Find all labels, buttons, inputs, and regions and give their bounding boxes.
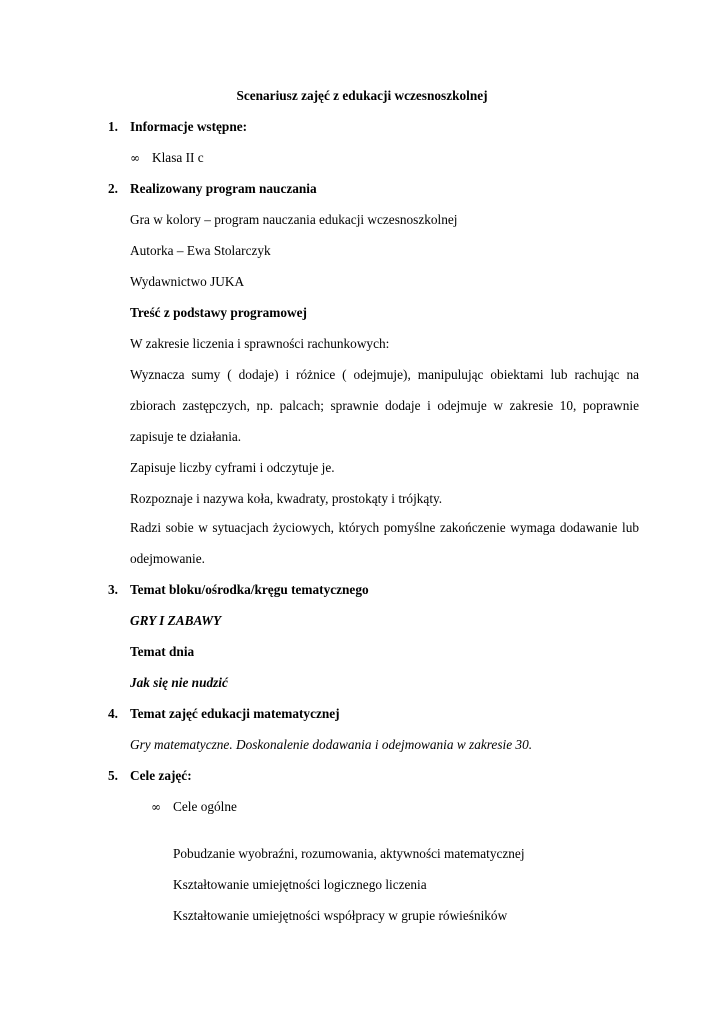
requirement-3: Rozpoznaje i nazywa koła, kwadraty, prostokąty i trójkąty. — [130, 491, 443, 506]
day-topic-heading: Temat dnia — [130, 644, 195, 659]
requirement-1-line-2: zbiorach zastępczych, np. palcach; sprawnie dodaje i odejmuje w zakresie 10, poprawnie — [130, 398, 639, 413]
requirement-2: Zapisuje liczby cyframi i odczytuje je. — [130, 460, 335, 475]
program-author: Autorka – Ewa Stolarczyk — [130, 243, 271, 258]
section-1-heading: Informacje wstępne: — [130, 119, 248, 134]
section-3-number: 3. — [108, 582, 118, 597]
curriculum-scope: W zakresie liczenia i sprawności rachunkowych: — [130, 336, 390, 351]
program-publisher: Wydawnictwo JUKA — [130, 274, 245, 289]
requirement-1-line-1: Wyznacza sumy ( dodaje) i różnice ( odejmuje), manipulując obiektami lub rachując na — [130, 367, 639, 382]
block-topic: GRY I ZABAWY — [130, 613, 222, 628]
program-name: Gra w kolory – program nauczania edukacji wczesnoszkolnej — [130, 212, 458, 227]
goal-item: Kształtowanie umiejętności współpracy w grupie rówieśników — [173, 908, 508, 923]
section-4-heading: Temat zajęć edukacji matematycznej — [130, 706, 340, 721]
section-2-heading: Realizowany program nauczania — [130, 181, 317, 196]
general-goals-label: Cele ogólne — [173, 799, 237, 814]
curriculum-subheading: Treść z podstawy programowej — [130, 305, 307, 320]
requirement-1-line-3: zapisuje te działania. — [130, 429, 242, 444]
day-topic: Jak się nie nudzić — [130, 675, 228, 690]
section-5-heading: Cele zajęć: — [130, 768, 192, 783]
infinity-bullet-icon: ∞ — [130, 151, 140, 165]
section-4-number: 4. — [108, 706, 118, 721]
goal-item: Kształtowanie umiejętności logicznego liczenia — [173, 877, 427, 892]
document-title: Scenariusz zajęć z edukacji wczesnoszkolnej — [236, 88, 488, 103]
class-info: Klasa II c — [152, 150, 204, 165]
infinity-bullet-icon: ∞ — [151, 800, 161, 814]
section-1-number: 1. — [108, 119, 118, 134]
section-2-number: 2. — [108, 181, 118, 196]
math-lesson-topic: Gry matematyczne. Doskonalenie dodawania i odejmowania w zakresie 30. — [130, 737, 533, 752]
goal-item: Pobudzanie wyobraźni, rozumowania, aktywności matematycznej — [173, 846, 525, 861]
section-5-number: 5. — [108, 768, 118, 783]
section-3-heading: Temat bloku/ośrodka/kręgu tematycznego — [130, 582, 369, 597]
requirement-4-line-2: odejmowanie. — [130, 551, 205, 566]
requirement-4-line-1: Radzi sobie w sytuacjach życiowych, których pomyślne zakończenie wymaga dodawanie lub — [130, 520, 639, 535]
